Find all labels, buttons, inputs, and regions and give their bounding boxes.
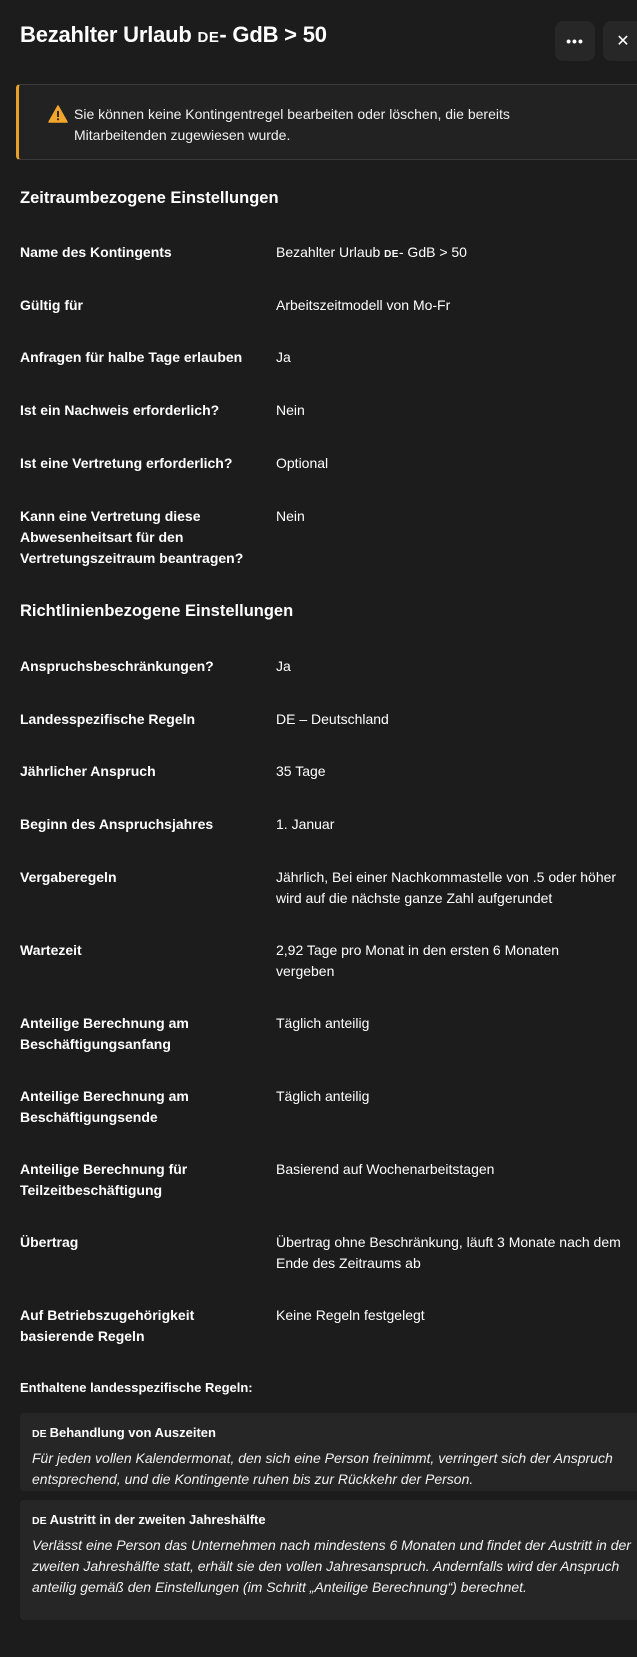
setting-value: Nein bbox=[276, 402, 305, 418]
rule-title-text: Austritt in der zweiten Jahreshälfte bbox=[49, 1512, 266, 1527]
setting-value: Basierend auf Wochenarbeitstagen bbox=[276, 1161, 495, 1177]
setting-value: Ja bbox=[276, 658, 291, 674]
setting-label: Jährlicher Anspruch bbox=[20, 763, 156, 779]
close-button[interactable] bbox=[603, 21, 637, 61]
setting-label: Wartezeit bbox=[20, 942, 82, 958]
setting-value: Nein bbox=[276, 508, 305, 524]
setting-label: Anspruchsbeschränkungen? bbox=[20, 658, 214, 674]
country-code: DE bbox=[32, 1515, 47, 1527]
setting-label: Anteilige Berechnung am Beschäftigungsanfang bbox=[20, 1015, 189, 1052]
setting-value: Arbeitszeitmodell von Mo-Fr bbox=[276, 297, 451, 313]
close-icon: ✕ bbox=[616, 33, 630, 50]
setting-value: Jährlich, Bei einer Nachkommastelle von .5 oder höher wird auf die nächste ganze Zahl aufgerundet bbox=[276, 869, 617, 906]
setting-label: Gültig für bbox=[20, 297, 83, 313]
setting-value bbox=[276, 242, 637, 265]
rule-card bbox=[20, 1413, 637, 1491]
value-text: Bezahlter Urlaub bbox=[276, 244, 381, 260]
setting-value: 35 Tage bbox=[276, 763, 326, 779]
more-options-button[interactable] bbox=[555, 21, 595, 61]
setting-label: Beginn des Anspruchsjahres bbox=[20, 816, 214, 832]
section-title-policy: Richtlinienbezogene Einstellungen bbox=[20, 602, 294, 620]
setting-value: 2,92 Tage pro Monat in den ersten 6 Monaten vergeben bbox=[276, 942, 560, 979]
setting-value: DE – Deutschland bbox=[276, 711, 389, 727]
setting-value: Optional bbox=[276, 455, 329, 471]
setting-value: Keine Regeln festgelegt bbox=[276, 1307, 425, 1323]
warning-triangle-icon bbox=[48, 105, 68, 123]
setting-value: Täglich anteilig bbox=[276, 1088, 370, 1104]
rule-card bbox=[20, 1500, 637, 1620]
setting-label: Anteilige Berechnung für Teilzeitbeschäftigung bbox=[20, 1161, 188, 1198]
panel-header bbox=[0, 0, 637, 80]
title-text: Bezahlter Urlaub bbox=[20, 22, 192, 47]
title-suffix: - GdB > 50 bbox=[219, 22, 327, 47]
included-rules-heading: Enthaltene landesspezifische Regeln: bbox=[20, 1380, 253, 1395]
country-code: DE bbox=[384, 249, 399, 260]
setting-label: Anfragen für halbe Tage erlauben bbox=[20, 349, 243, 365]
value-suffix: - GdB > 50 bbox=[398, 244, 467, 260]
rule-title bbox=[32, 1512, 266, 1527]
rule-title-text: Behandlung von Auszeiten bbox=[49, 1425, 216, 1440]
setting-value: 1. Januar bbox=[276, 816, 335, 832]
setting-value: Täglich anteilig bbox=[276, 1015, 370, 1031]
setting-label: Kann eine Vertretung diese Abwesenheitsart für den Vertretungszeitraum beantragen? bbox=[20, 508, 244, 566]
setting-label: Landesspezifische Regeln bbox=[20, 711, 196, 727]
warning-banner bbox=[16, 84, 637, 160]
setting-label: Übertrag bbox=[20, 1234, 79, 1250]
section-title-period: Zeitraumbezogene Einstellungen bbox=[20, 189, 279, 207]
setting-label: Ist eine Vertretung erforderlich? bbox=[20, 455, 233, 471]
warning-text: Sie können keine Kontingentregel bearbeiten oder löschen, die bereits Mitarbeitenden zugewiesen wurde. bbox=[74, 106, 510, 143]
country-code: DE bbox=[32, 1428, 47, 1440]
rule-description: Für jeden vollen Kalendermonat, den sich eine Person freinimmt, verringert sich der Anspruch entsprechend, und die Kontingente ruhen bis zur Rückkehr der Person. bbox=[32, 1450, 613, 1487]
rule-description: Verlässt eine Person das Unternehmen nach mindestens 6 Monaten und findet der Austritt in der zweiten Jahreshälfte statt, erhält sie den vollen Jahresanspruch. Andernfalls wird der Anspruch anteilig gemäß den Einstellungen (im Schritt „Anteilige Berechnung“) berechnet. bbox=[32, 1537, 631, 1595]
setting-value: Ja bbox=[276, 349, 291, 365]
country-code: DE bbox=[197, 29, 220, 46]
page-title bbox=[20, 22, 327, 48]
setting-label: Auf Betriebszugehörigkeit basierende Regeln bbox=[20, 1307, 195, 1344]
rule-title bbox=[32, 1425, 216, 1440]
more-horizontal-icon: ••• bbox=[566, 33, 584, 49]
setting-label: Ist ein Nachweis erforderlich? bbox=[20, 402, 220, 418]
setting-label: Name des Kontingents bbox=[20, 244, 172, 260]
setting-label: Vergaberegeln bbox=[20, 869, 117, 885]
setting-value: Übertrag ohne Beschränkung, läuft 3 Monate nach dem Ende des Zeitraums ab bbox=[276, 1234, 621, 1271]
setting-label: Anteilige Berechnung am Beschäftigungsende bbox=[20, 1088, 189, 1125]
